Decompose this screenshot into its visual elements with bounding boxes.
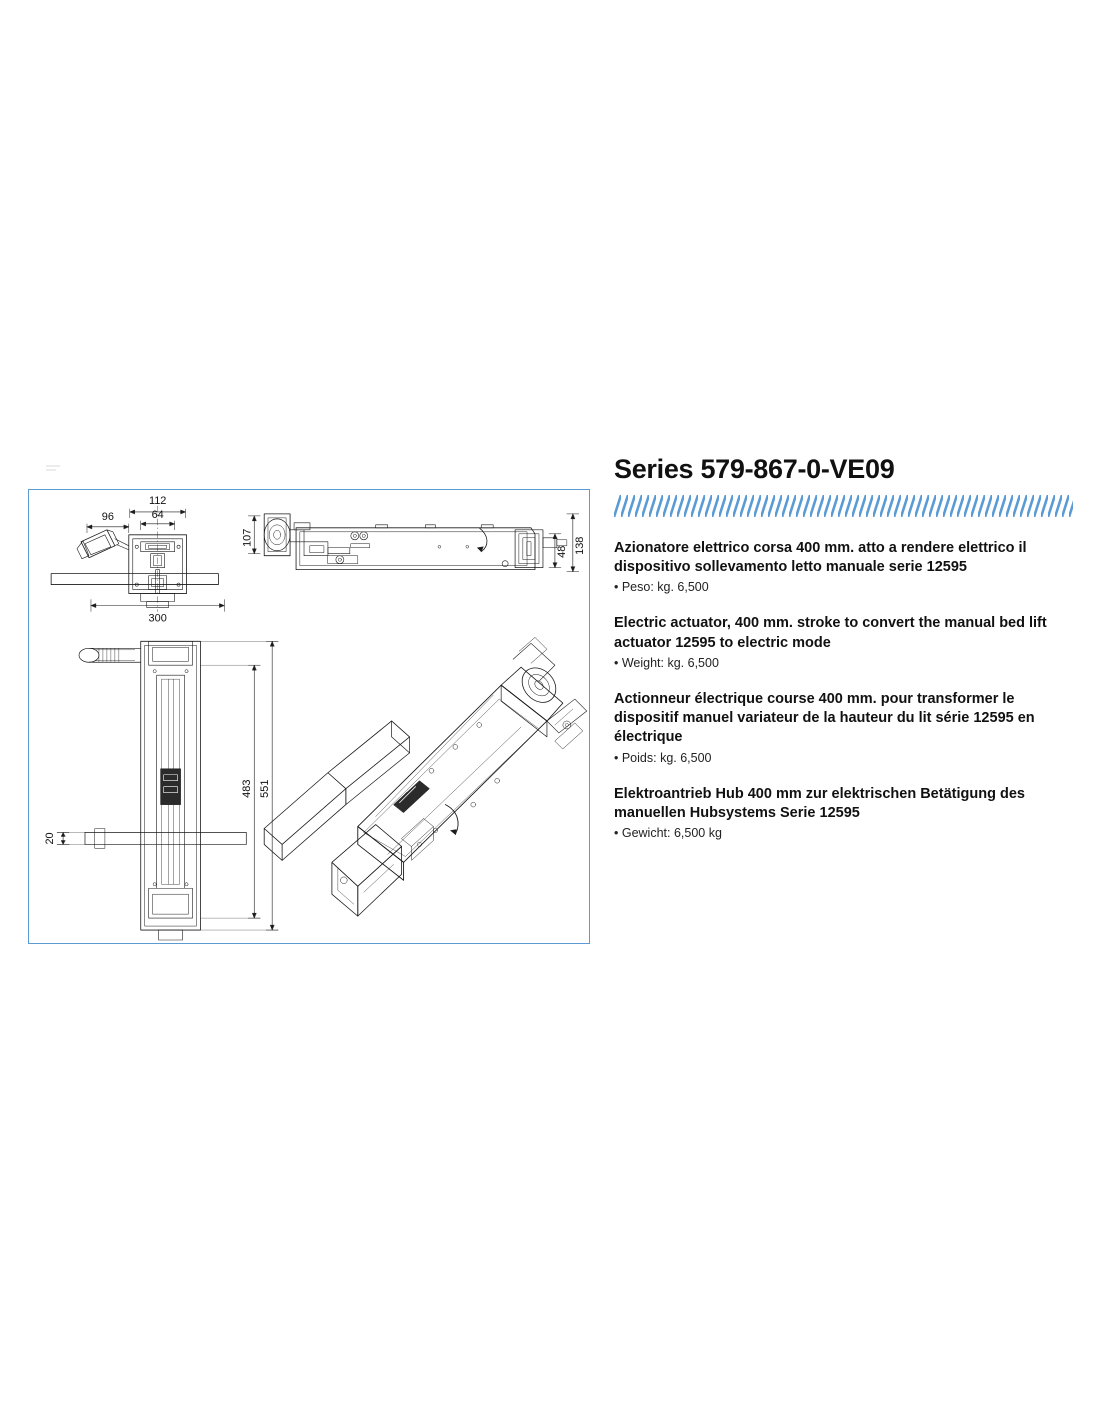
description-meta-it: • Peso: kg. 6,500 [614, 579, 709, 594]
scan-artifact-marks [44, 462, 84, 474]
description-text-fr: Actionneur électrique course 400 mm. pour transformer le dispositif manuel variateur de la hauteur du lit série 12595 en électrique [614, 691, 1035, 746]
product-info-column [614, 455, 1074, 861]
description-meta-en: • Weight: kg. 6,500 [614, 655, 719, 670]
dim-483: 483 [241, 779, 254, 798]
isometric-view [264, 637, 587, 916]
dim-300: 300 [148, 612, 167, 625]
dimension-labels [44, 495, 586, 845]
description-block-en [614, 614, 1074, 672]
description-text-it: Azionatore elettrico corsa 400 mm. atto a rendere elettrico il dispositivo sollevamento letto manuale serie 12595 [614, 539, 1027, 575]
front-view-top-left [51, 506, 224, 612]
description-meta-fr: • Poids: kg. 6,500 [614, 750, 712, 765]
dim-64: 64 [151, 508, 164, 521]
decorative-hatch-divider [614, 495, 1073, 517]
page-title: Series 579-867-0-VE09 [614, 454, 895, 484]
description-block-de [614, 785, 1074, 843]
dim-551: 551 [259, 779, 272, 798]
dim-20: 20 [44, 832, 57, 845]
dim-96: 96 [101, 510, 114, 523]
dim-107: 107 [241, 528, 254, 547]
side-view-top-right [248, 514, 579, 572]
description-text-de: Elektroantrieb Hub 400 mm zur elektrischen Betätigung des manuellen Hubsystems Serie 12595 [614, 786, 1025, 822]
description-meta-de: • Gewicht: 6,500 kg [614, 826, 722, 841]
description-block-fr [614, 690, 1074, 767]
dim-112: 112 [148, 494, 167, 507]
description-block-it [614, 539, 1074, 597]
description-text-en: Electric actuator, 400 mm. stroke to convert the manual bed lift actuator 12595 to electric mode [614, 615, 1047, 651]
dim-138: 138 [573, 536, 586, 555]
technical-drawing-panel [28, 489, 590, 944]
technical-drawing [29, 490, 589, 943]
dim-48: 48 [555, 545, 568, 558]
